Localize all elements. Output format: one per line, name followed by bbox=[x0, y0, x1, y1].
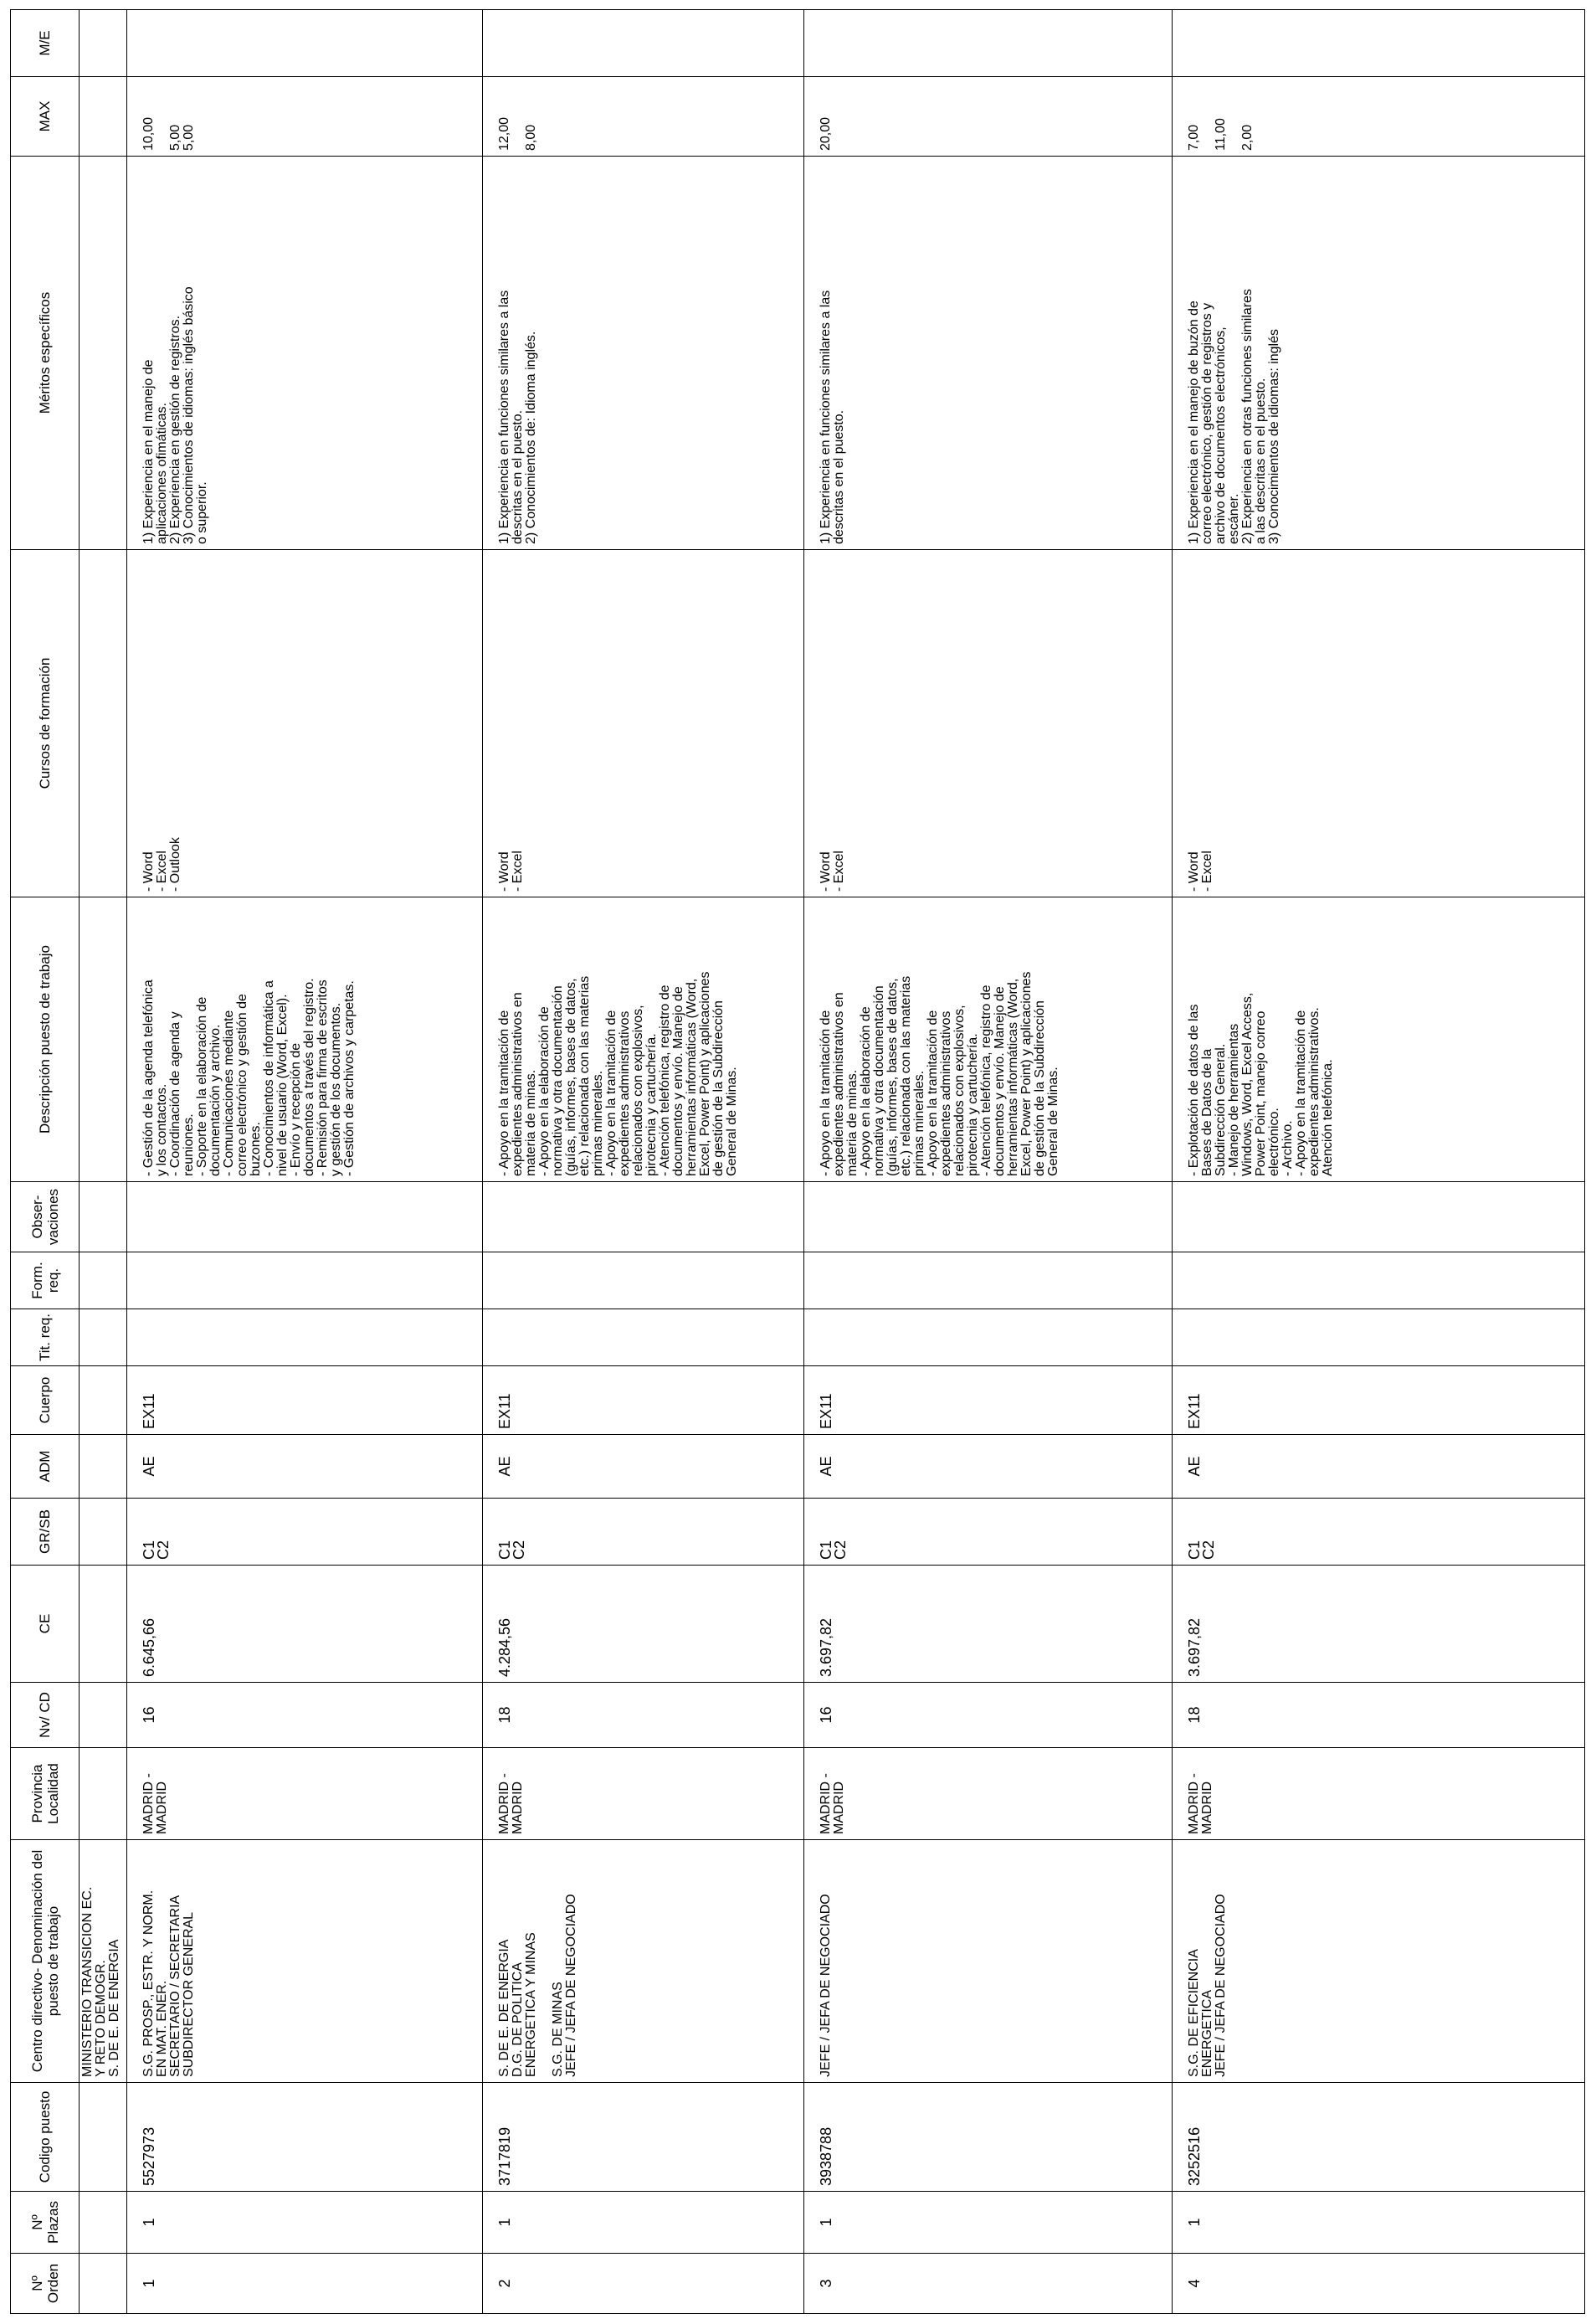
max-cell: 12,00 8,00 bbox=[497, 116, 538, 151]
table-row bbox=[1173, 10, 1585, 2314]
header-me: M/E bbox=[11, 10, 80, 77]
ce-cell: 4.284,56 bbox=[496, 1617, 513, 1677]
cursos-cell: - Word - Excel bbox=[819, 851, 846, 892]
table-row bbox=[127, 10, 483, 2314]
meritos-cell: 1) Experiencia en el manejo de buzón de correo electrónico, gestión de registros y archivo de documentos electrónicos, escáner. 2) Experiencia en otras funciones similares a las descritas en el puesto. 3) Conocimientos de idiomas: inglés bbox=[1187, 288, 1281, 544]
nivel-cell: 18 bbox=[496, 1706, 513, 1724]
table-row bbox=[804, 10, 1173, 2314]
grsb-cell: C1 C2 bbox=[141, 1540, 172, 1560]
cursos-cell: - Word - Excel - Outlook bbox=[141, 837, 182, 892]
nivel-cell: 16 bbox=[818, 1706, 834, 1724]
max-cell: 20,00 bbox=[819, 116, 833, 151]
header-cuerpo: Cuerpo bbox=[11, 1366, 80, 1435]
header-adm: ADM bbox=[11, 1435, 80, 1499]
grsb-cell: C1 C2 bbox=[818, 1540, 849, 1560]
codigo-cell: 5527973 bbox=[141, 2126, 157, 2186]
ce-cell: 6.645,66 bbox=[141, 1617, 157, 1677]
nivel-cell: 18 bbox=[1186, 1706, 1203, 1724]
header-max: MAX bbox=[11, 77, 80, 157]
orden-cell: 2 bbox=[496, 2279, 513, 2288]
centro-cell: S.G. DE EFICIENCIA ENERGETICA JEFE / JEFA DE NEGOCIADO bbox=[1187, 1894, 1228, 2077]
plazas-cell: 1 bbox=[818, 2218, 834, 2227]
adm-cell: AE bbox=[1186, 1456, 1203, 1477]
codigo-cell: 3252516 bbox=[1186, 2126, 1203, 2186]
provincia-cell: MADRID - MADRID bbox=[1187, 1773, 1214, 1834]
header-descripcion: Descripción puesto de trabajo bbox=[11, 897, 80, 1182]
header-centro: Centro directivo- Denominación del puesto de trabajo bbox=[11, 1840, 80, 2083]
adm-cell: AE bbox=[818, 1456, 834, 1477]
cursos-cell: - Word - Excel bbox=[1187, 851, 1214, 892]
centro-cell: S.G. PROSP., ESTR. Y NORM. EN MAT. ENER. SECRETARIO / SECRETARIA SUBDIRECTOR GENERAL bbox=[141, 1890, 196, 2077]
descripcion-cell: - Explotación de datos de las Bases de Datos de la Subdirección General. - Manejo de herramientas Windows, Word, Excel Access, Power Point, manejo correo electrónico. - Archivo. - Apoyo en la tramitación de expedientes administrativos. Atención telefónica. bbox=[1187, 992, 1335, 1176]
header-cursos: Cursos de formación bbox=[11, 550, 80, 897]
ce-cell: 3.697,82 bbox=[1186, 1617, 1203, 1677]
grsb-cell: C1 C2 bbox=[496, 1540, 527, 1560]
descripcion-cell: - Apoyo en la tramitación de expedientes administrativos en materia de minas. - Apoyo en la elaboración de normativa y otra documentación (guías, informes, bases de datos, etc.) relacionada con las materias primas minerales. - Apoyo en la tramitación de expedientes administrativos relacionados con explosivos, pirotecnia y cartuchería. - Atención telefónica, registro de documentos y envío. Manejo de herramientas informáticas (Word, Excel, Power Point) y aplicaciones de gestión de la Subdirección General de Minas. bbox=[497, 971, 739, 1176]
header-obs: Obser- vaciones bbox=[11, 1182, 80, 1252]
codigo-cell: 3938788 bbox=[818, 2126, 834, 2186]
cuerpo-cell: EX11 bbox=[1186, 1393, 1203, 1429]
header-form: Form. req. bbox=[11, 1252, 80, 1309]
max-cell: 7,00 11,00 2,00 bbox=[1187, 118, 1255, 151]
header-plazas: Nº Plazas bbox=[11, 2192, 80, 2254]
ministry-label: MINISTERIO TRANSICION EC. Y RETO DEMOGR. S. DE E. DE ENERGIA bbox=[80, 1886, 121, 2077]
plazas-cell: 1 bbox=[141, 2218, 157, 2227]
header-row bbox=[11, 10, 80, 2314]
cuerpo-cell: EX11 bbox=[141, 1393, 157, 1429]
header-grsb: GR/SB bbox=[11, 1499, 80, 1566]
grsb-cell: C1 C2 bbox=[1186, 1540, 1217, 1560]
orden-cell: 1 bbox=[141, 2279, 157, 2288]
header-meritos: Méritos específicos bbox=[11, 157, 80, 550]
adm-cell: AE bbox=[141, 1456, 157, 1477]
meritos-cell: 1) Experiencia en el manejo de aplicaciones ofimáticas. 2) Experiencia en gestión de registros. 3) Conocimientos de idiomas: inglés básico o superior. bbox=[141, 286, 209, 544]
table-row bbox=[483, 10, 804, 2314]
vacancy-table bbox=[10, 9, 1585, 2314]
header-codigo: Codigo puesto bbox=[11, 2083, 80, 2192]
descripcion-cell: - Gestión de la agenda telefónica y los contactos. - Coordinación de agenda y reuniones. - Soporte en la elaboración de documentación y archivo. - Comunicaciones mediante correo electrónico y gestión de buzones. - Conocimientos de informática a nivel de usuario (Word, Excel). - Envío y recepción de documentos a través del registro. - Remisión para firma de escritos y gestión de los documentos. - Gestión de archivos y carpetas. bbox=[141, 978, 357, 1176]
orden-cell: 4 bbox=[1186, 2279, 1203, 2288]
centro-cell: JEFE / JEFA DE NEGOCIADO bbox=[819, 1894, 833, 2077]
cuerpo-cell: EX11 bbox=[496, 1393, 513, 1429]
ce-cell: 3.697,82 bbox=[818, 1617, 834, 1677]
ministry-row bbox=[80, 10, 127, 2314]
adm-cell: AE bbox=[496, 1456, 513, 1477]
provincia-cell: MADRID - MADRID bbox=[141, 1773, 169, 1834]
orden-cell: 3 bbox=[818, 2279, 834, 2288]
centro-cell: S. DE E. DE ENERGIA D.G. DE POLITICA ENERGETICA Y MINAS S.G. DE MINAS JEFE / JEFA DE NEGOCIADO bbox=[497, 1894, 578, 2077]
nivel-cell: 16 bbox=[141, 1706, 157, 1724]
cuerpo-cell: EX11 bbox=[818, 1393, 834, 1429]
plazas-cell: 1 bbox=[1186, 2218, 1203, 2227]
cursos-cell: - Word - Excel bbox=[497, 851, 525, 892]
descripcion-cell: - Apoyo en la tramitación de expedientes administrativos en materia de minas. - Apoyo en la elaboración de normativa y otra documentación (guías, informes, bases de datos, etc.) relacionada con las materias primas minerales. - Apoyo en la tramitación de expedientes administrativos relacionados con explosivos, pirotecnia y cartuchería. - Atención telefónica, registro de documentos y envío. Manejo de herramientas informáticas (Word, Excel, Power Point) y aplicaciones de gestión de la Subdirección General de Minas. bbox=[819, 971, 1060, 1176]
header-nivel: Nv/ CD bbox=[11, 1683, 80, 1748]
header-ce: CE bbox=[11, 1566, 80, 1683]
provincia-cell: MADRID - MADRID bbox=[819, 1773, 846, 1834]
provincia-cell: MADRID - MADRID bbox=[497, 1773, 525, 1834]
header-orden: Nº Orden bbox=[11, 2254, 80, 2314]
plazas-cell: 1 bbox=[496, 2218, 513, 2227]
codigo-cell: 3717819 bbox=[496, 2126, 513, 2186]
header-tit: Tit. req. bbox=[11, 1309, 80, 1366]
header-provincia: Provincia Localidad bbox=[11, 1748, 80, 1840]
max-cell: 10,00 5,00 5,00 bbox=[141, 116, 196, 151]
meritos-cell: 1) Experiencia en funciones similares a las descritas en el puesto. bbox=[819, 290, 846, 544]
meritos-cell: 1) Experiencia en funciones similares a las descritas en el puesto. 2) Conocimientos de: Idioma inglés. bbox=[497, 290, 538, 544]
